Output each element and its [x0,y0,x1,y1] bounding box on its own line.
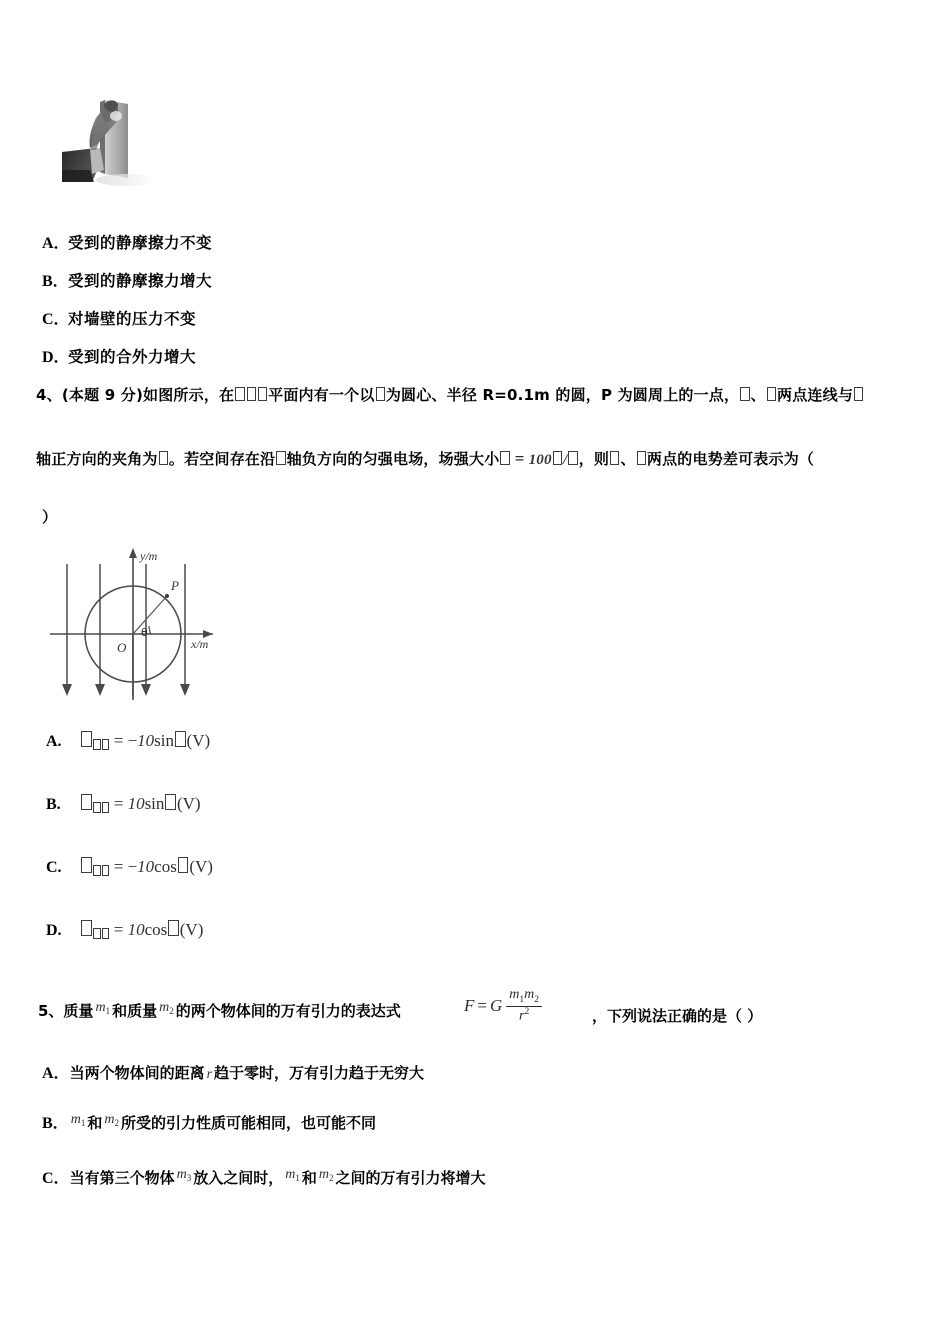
q4-option-d-letter: D. [46,922,62,939]
q5-option-a-var-r: r [206,1067,213,1082]
q5-formula-numerator: $m_1m_2$ [509,987,540,1005]
missing-glyph-icon [165,794,176,810]
q5-option-c-letter: C． [42,1170,70,1187]
point-P-dot [165,594,169,598]
q5-stem-part1: 5、质量 [38,1002,94,1020]
q4-option-c-unit: (V) [189,857,213,876]
q4-option-a-equals: = [113,731,124,750]
missing-glyph-icon [258,387,267,401]
q5-option-c-m1: $m_1$ [285,1167,300,1183]
q5-gravitation-formula [464,988,542,1024]
q5-stem-part3: 的两个物体间的万有引力的表达式 [175,1002,401,1020]
missing-glyph-icon [102,802,109,813]
q5-formula-F: F [464,995,475,1015]
missing-glyph-icon [93,739,100,750]
q5-option-b-text1: 和 [87,1114,103,1132]
q4-option-b-func: sin [144,794,165,813]
missing-glyph-icon [740,387,749,401]
q5-option-a-text2: 趋于零时，万有引力趋于无穷大 [214,1064,425,1082]
q5-formula-fraction [506,988,542,1024]
q5-option-c-m3: $m_3$ [176,1167,192,1183]
y-axis-arrow [129,548,137,558]
q5-option-c-text4: 之间的万有引力将增大 [335,1169,486,1187]
q4-option-d-unit: (V) [179,920,204,939]
q4-option-c-expression [80,857,213,877]
q5-option-a-text1: 当两个物体间的距离 [69,1064,205,1082]
missing-glyph-icon [276,451,285,465]
q4-stem-line2-part3: 轴负方向的匀强电场，场强大小 [286,450,500,468]
q4-option-a-expression [80,731,210,751]
q5-option-c-text2: 放入之间时， [193,1169,284,1187]
q3-option-d-letter: D． [42,349,70,366]
q3-option-a[interactable] [42,230,212,253]
missing-glyph-icon [93,865,100,876]
missing-glyph-icon [637,451,646,465]
q4-option-d-func: cos [144,920,168,939]
q5-option-a-letter: A． [42,1065,70,1082]
q5-stem [38,1000,401,1021]
q4-option-a-sign: − [127,731,138,750]
q5-option-b[interactable] [42,1110,376,1133]
figure-svg [45,538,260,713]
missing-glyph-icon [81,920,92,936]
missing-glyph-icon [159,451,168,465]
q4-field-slash: / [563,452,568,468]
radius-OP [133,596,167,634]
q4-option-b-letter: B. [46,796,61,813]
q4-stem-line1-part3: 为圆心、半径 R=0.1m 的圆，P 为圆周上的一点， [385,386,740,404]
q4-stem-line2 [36,448,814,470]
q3-option-c-text: 对墙壁的压力不变 [68,310,197,328]
missing-glyph-icon [102,865,109,876]
x-axis-label: x/m [191,637,209,651]
missing-glyph-icon [854,387,863,401]
q4-option-b[interactable] [46,794,201,814]
q5-m2-symbol: $m_2$ [159,1000,174,1016]
field-lines [67,564,185,690]
angle-arc [149,626,151,634]
q4-field-value: 100 [528,452,552,468]
missing-glyph-icon [500,451,509,465]
missing-glyph-icon [376,387,385,401]
missing-glyph-icon [767,387,776,401]
q4-option-a-unit: (V) [186,731,211,750]
q4-option-d-coefficient: 10 [127,920,145,939]
q4-stem-line3: ） [42,508,58,526]
q4-option-c-func: cos [154,857,177,876]
q3-option-b-letter: B． [42,273,69,290]
missing-glyph-icon [93,928,100,939]
q5-option-c-text3: 和 [301,1169,317,1187]
missing-glyph-icon [175,731,186,747]
q5-option-b-letter: B． [42,1115,69,1132]
q5-formula-denominator: $r^2$ [506,1006,542,1024]
q5-option-b-m2: $m_2$ [104,1112,119,1128]
q5-option-a[interactable] [42,1060,424,1083]
q4-option-a-func: sin [154,731,174,750]
q4-option-d-equals: = [113,920,124,939]
q4-option-a[interactable] [46,731,210,751]
q4-option-c[interactable] [46,857,213,877]
q4-option-b-unit: (V) [176,794,201,813]
q4-stem-line2-part2: 。若空间存在沿 [168,450,276,468]
q4-stem-line2-part6: 两点的电势差可表示为（ [646,450,815,468]
missing-glyph-icon [178,857,189,873]
q5-m1-symbol: $m_1$ [95,1000,111,1016]
missing-glyph-icon [553,451,562,465]
q5-option-b-m1: $m_1$ [70,1112,86,1128]
q3-option-d-text: 受到的合外力增大 [68,348,197,366]
q5-option-c-m2: $m_2$ [318,1167,334,1183]
missing-glyph-icon [168,920,179,936]
q3-option-d[interactable] [42,344,196,367]
q4-option-c-letter: C. [46,859,62,876]
y-axis-label: y/m [140,549,158,563]
missing-glyph-icon [93,802,100,813]
field-line-arrows [62,684,190,696]
q4-stem-line1-part2: 平面内有一个以 [268,386,375,404]
q5-formula-G: G [489,995,503,1015]
q4-stem-line1-part1: 4、(本题 9 分)如图所示，在 [36,386,235,404]
missing-glyph-icon [102,739,109,750]
missing-glyph-icon [568,451,577,465]
missing-glyph-icon [81,731,92,747]
q4-option-b-equals: = [113,794,124,813]
q4-stem-line1-part4: 、 [750,386,766,404]
q5-stem-part2: 和质量 [112,1002,158,1020]
circle-uniform-field-diagram [45,538,260,713]
q4-option-d[interactable] [46,920,203,940]
q4-field-equals: = [514,449,525,468]
hand-pressing-book-photo [60,78,190,191]
q4-option-d-expression [80,920,203,940]
q5-option-c-text1: 当有第三个物体 [69,1169,175,1187]
q5-formula-equals: = [477,995,487,1015]
photo-svg [60,78,190,191]
point-P-label: P [171,578,179,593]
missing-glyph-icon [610,451,619,465]
q4-stem-line2-part4: ，则 [578,450,610,468]
q4-option-c-sign: − [127,857,138,876]
origin-label: O [117,640,127,655]
q3-option-a-letter: A． [42,235,70,252]
q4-option-b-expression [80,794,201,814]
q3-option-c-letter: C． [42,311,70,328]
angle-theta-label: θ [141,626,148,639]
missing-glyph-icon [247,387,256,401]
q4-stem-line1 [36,386,864,405]
q3-option-a-text: 受到的静摩擦力不变 [68,234,213,252]
q4-stem-line2-part5: 、 [620,450,636,468]
q4-stem-line1-part5: 两点连线与 [777,386,854,404]
q3-option-b[interactable] [42,268,212,291]
q3-option-b-text: 受到的静摩擦力增大 [68,272,213,290]
missing-glyph-icon [81,794,92,810]
missing-glyph-icon [102,928,109,939]
q5-stem-tail: ，下列说法正确的是（ ） [592,1007,763,1025]
q4-option-b-coefficient: 10 [127,794,145,813]
q5-option-b-text2: 所受的引力性质可能相同，也可能不同 [120,1114,376,1132]
q4-option-c-coefficient: 10 [137,857,155,876]
q5-option-c[interactable] [42,1165,486,1188]
q3-option-c[interactable] [42,306,196,329]
q4-stem-line2-part1: 轴正方向的夹角为 [36,450,158,468]
q4-option-a-letter: A. [46,733,62,750]
q4-option-a-coefficient: 10 [137,731,155,750]
q4-option-c-equals: = [113,857,124,876]
missing-glyph-icon [81,857,92,873]
missing-glyph-icon [235,387,244,401]
